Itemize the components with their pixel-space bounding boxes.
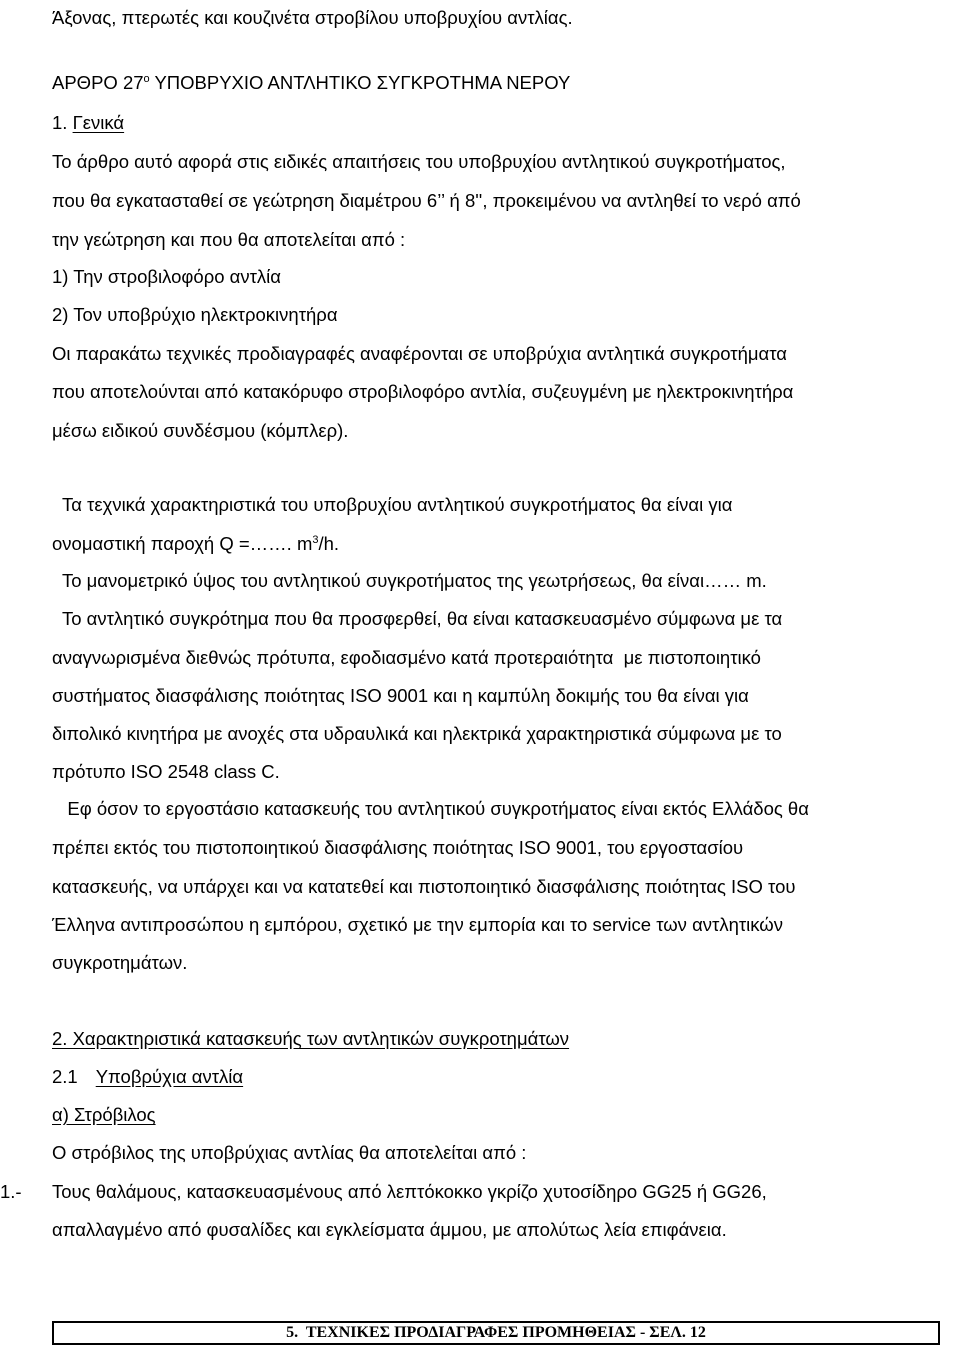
article-number: ΑΡΘΡΟ 27 [52,72,144,93]
page-footer: 5. ΤΕΧΝΙΚΕΣ ΠΡΟΔΙΑΓΡΑΦΕΣ ΠΡΟΜΗΘΕΙΑΣ - ΣΕΛ. 12 [52,1321,940,1345]
list-item-motor: 2) Τον υποβρύχιο ηλεκτροκινητήρα [52,304,338,325]
paragraph-line: Οι παρακάτω τεχνικές προδιαγραφές αναφέρονται σε υποβρύχια αντλητικά συγκροτήματα [52,343,787,364]
nominal-flow-line [52,533,339,555]
paragraph-line: Έλληνα αντιπροσώπου η εμπόρου, σχετικό με την εμπορία και το service των αντλητικών [52,914,784,935]
section-general-number: 1. [52,112,73,133]
nominal-flow-unit: /h. [318,533,340,554]
article-superscript: ο [143,73,150,85]
paragraph-line: διπολικό κινητήρα με ανοχές στα υδραυλικά και ηλεκτρικά χαρακτηριστικά σύμφωνα με το [52,723,782,744]
paragraph-line: κατασκευής, να υπάρχει και να κατατεθεί και πιστοποιητικό διασφάλισης ποιότητας ISO του [52,876,796,897]
subsection-2-1-heading [52,1066,243,1088]
section-general-heading [52,112,124,134]
paragraph-line: Το αντλητικό συγκρότημα που θα προσφερθεί, θα είναι κατασκευασμένο σύμφωνα με τα [52,608,783,629]
paragraph-line: Τα τεχνικά χαρακτηριστικά του υποβρυχίου αντλητικού συγκροτήματος θα είναι για [52,494,733,515]
item-turbine-heading: α) Στρόβιλος [52,1104,156,1125]
paragraph-line: πρότυπο ISO 2548 class C. [52,761,280,782]
paragraph-line: που θα εγκατασταθεί σε γεώτρηση διαμέτρου 6’’ ή 8'', προκειμένου να αντληθεί το νερό από [52,190,801,211]
section-general-title: Γενικά [72,112,125,133]
list-number: 1.- [0,1181,22,1202]
paragraph-line: Ο στρόβιλος της υποβρύχιας αντλίας θα αποτελείται από : [52,1142,527,1163]
paragraph-line: απαλλαγμένο από φυσαλίδες και εγκλείσματα άμμου, με απολύτως λεία επιφάνεια. [52,1219,727,1240]
article-heading [52,72,570,94]
paragraph-line: που αποτελούνται από κατακόρυφο στροβιλοφόρο αντλία, συζευγμένη με ηλεκτροκινητήρα [52,381,794,402]
section-2-heading: 2. Χαρακτηριστικά κατασκευής των αντλητικών συγκροτημάτων [52,1028,570,1049]
paragraph-line: συγκροτημάτων. [52,952,188,973]
article-title: ΥΠΟΒΡΥΧΙΟ ΑΝΤΛΗΤΙΚΟ ΣΥΓΚΡΟΤΗΜΑ ΝΕΡΟΥ [149,72,571,93]
paragraph-line: την γεώτρηση και που θα αποτελείται από : [52,229,406,250]
paragraph-line: μέσω ειδικού συνδέσμου (κόμπλερ). [52,420,349,441]
paragraph-line: Τους θαλάμους, κατασκευασμένους από λεπτόκοκκο γκρίζο χυτοσίδηρο GG25 ή GG26, [52,1181,767,1202]
nominal-flow-superscript: 3 [312,534,319,546]
subsection-number: 2.1 [52,1066,78,1087]
paragraph-line: αναγνωρισμένα διεθνώς πρότυπα, εφοδιασμένο κατά προτεραιότητα με πιστοποιητικό [52,647,761,668]
paragraph-line: Εφ όσον το εργοστάσιο κατασκευής του αντλητικού συγκροτήματος είναι εκτός Ελλάδος θα [52,798,809,819]
paragraph-line: πρέπει εκτός του πιστοποιητικού διασφάλισης ποιότητας ISO 9001, του εργοστασίου [52,837,744,858]
paragraph-line: Το άρθρο αυτό αφορά στις ειδικές απαιτήσεις του υποβρυχίου αντλητικού συγκροτήματος, [52,151,786,172]
paragraph-line: συστήματος διασφάλισης ποιότητας ISO 9001 και η καμπύλη δοκιμής του θα είναι για [52,685,749,706]
nominal-flow-text: ονομαστική παροχή Q =……. m [52,533,313,554]
subsection-title: Υποβρύχια αντλία [95,1066,244,1087]
head-line: Το μανομετρικό ύψος του αντλητικού συγκροτήματος της γεωτρήσεως, θα είναι…… m. [52,570,767,591]
list-item-pump: 1) Την στροβιλοφόρο αντλία [52,266,281,287]
intro-line: Άξονας, πτερωτές και κουζινέτα στροβίλου υποβρυχίου αντλίας. [52,7,573,28]
